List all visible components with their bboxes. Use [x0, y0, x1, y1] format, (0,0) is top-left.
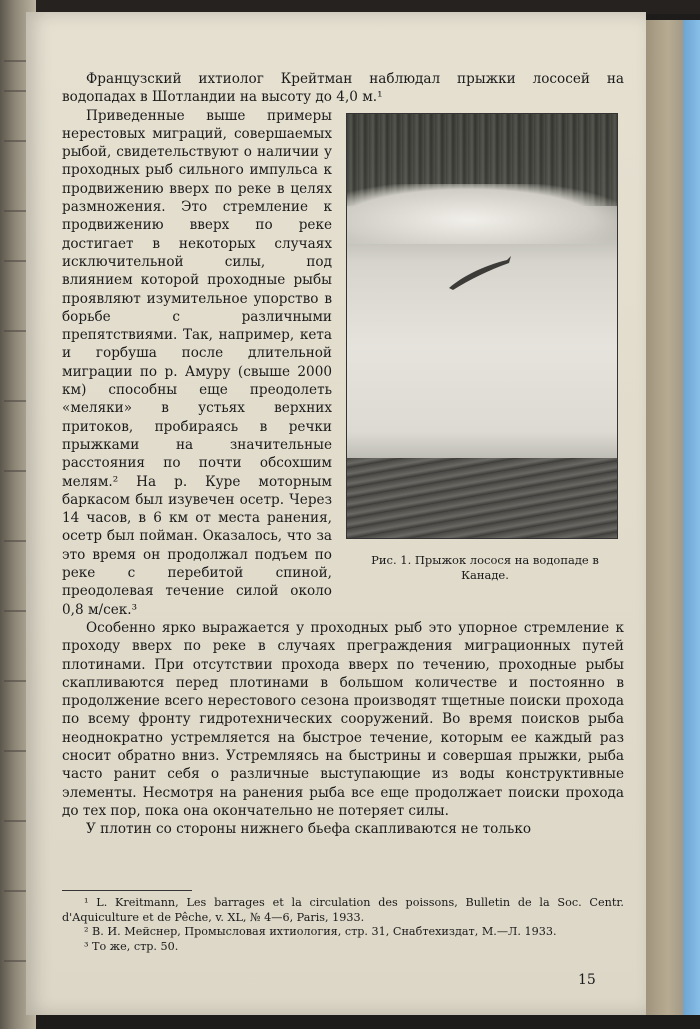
paragraph-3: Особенно ярко выражается у проходных рыб это упорное стремление к проходу вверх по реке в случаях преграждения миграционных путей плотинами. При отсутствии прохода вверх по течению, проходные рыбы скапливаются перед плотинами в большом количестве и постоянно в продолжение всего нерестового сезона производят тщетные поиски прохода по всему фронту гидротехнических сооружений. Во время поисков рыба неоднократно устремляется на быстрое течение, которым ее каждый раз сносит обратно вниз. Устремляясь на быстрины и совершая прыжки, рыба часто ранит себя о различные выступающие из воды конструктивные элементы. Несмотря на ранения рыба все еще продолжает поиски прохода до тех пор, пока она окончательно не потеряет силы. — [62, 619, 624, 819]
footnote-2: ² В. И. Мейснер, Промысловая ихтиология, стр. 31, Снабтехиздат, М.—Л. 1933. — [84, 925, 557, 939]
footnote-divider — [62, 890, 192, 891]
paragraph-2-text: Приведенные выше примеры нерестовых миграций, совершаемых рыбой, свидетельствуют о наличии у проходных рыб сильного импульса к продвижению вверх по реке в целях размножения. Это стремление к продвижению вверх по реке достигает в некоторых случаях исключительной силы, под влиянием которой проходные рыбы проявляют изумительное упорство в борьбе с различными препятствиями. Так, например, кета и горбуша после длительной миграции по р. Амуру (свыше 2000 км) способны еще преодолеть «меляки» в устьях верхних притоков, пробираясь в речки прыжками на значительные расстояния по почти обсохшим мелям.² На р. Куре моторным баркасом был изувечен осетр. Через 14 часов, в 6 км от места ранения, осетр был пойман. Оказалось, что за это время он продолжал подъем по реке с перебитой спиной, преодолевая течение силой около 0,8 м/сек.³ — [62, 107, 332, 618]
paragraph-2 — [62, 107, 624, 619]
figure-caption: Рис. 1. Прыжок лосося на водопаде в Канаде. — [371, 552, 599, 582]
book-page — [26, 12, 646, 1015]
page-stack-edge — [642, 20, 700, 1015]
footnote-3: ³ То же, стр. 50. — [84, 939, 179, 953]
figure — [346, 113, 624, 583]
leaping-fish-icon — [445, 254, 515, 294]
page-number: 15 — [578, 972, 596, 988]
paragraph-4: У плотин со стороны нижнего бьефа скапливаются не только — [86, 821, 532, 838]
body-text — [62, 70, 624, 838]
paragraph-1: Французский ихтиолог Крейтман наблюдал прыжки лососей на водопадах в Шотландии на высоту до 4,0 м.¹ — [62, 71, 624, 106]
salmon-leap-photo — [346, 113, 618, 539]
footnotes — [62, 896, 624, 954]
footnote-1: ¹ L. Kreitmann, Les barrages et la circulation des poissons, Bulletin de la Soc. Centr. d'Aquiculture et de Pêche, v. XL, № 4—6, Paris, 1933. — [62, 896, 624, 924]
